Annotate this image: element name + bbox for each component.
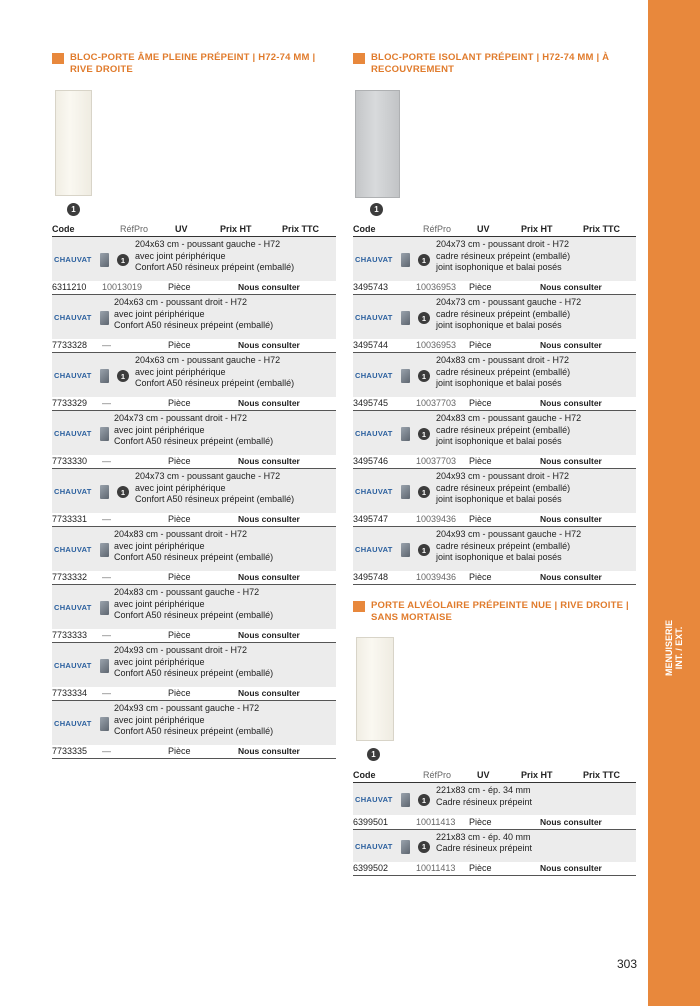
description-line: Confort A50 résineux prépeint (emballé) [135,262,295,272]
cell-ref: 10036953 [416,282,457,292]
description-line: avec joint périphérique [114,656,205,667]
brand-logo-text: CHAUVAT [54,661,92,670]
description-line: cadre résineux prépeint (emballé) [436,250,571,261]
brand-logo [54,311,108,325]
product-number-badge: 1 [418,544,430,556]
cell-code: 7733332 [52,572,88,582]
product-number-badge: 1 [117,254,129,266]
cell-uv: Pièce [469,863,492,873]
column-header-ht: Prix HT [521,224,553,234]
description-line: 221x83 cm - ép. 40 mm [436,831,531,842]
brand-logo-mark [401,840,410,854]
description-line: 221x83 cm - ép. 34 mm [436,785,531,795]
product-description [114,645,273,680]
brand-logo-mark [100,601,109,615]
cell-code: 7733335 [52,746,88,756]
row-values [52,456,336,467]
product-number-badge: 1 [418,254,430,266]
table-row [52,701,336,759]
brand-logo-mark [100,427,109,441]
row-values [353,817,636,828]
row-values [52,282,336,293]
cell-price: Nous consulter [238,630,300,640]
brand-logo-text: CHAUVAT [54,313,92,322]
brand-logo-text: CHAUVAT [355,841,393,851]
cell-ref: — [102,630,111,640]
brand-logo [355,427,409,441]
description-line: 204x73 cm - poussant droit - H72 [436,239,570,249]
description-line: 204x73 cm - poussant droit - H72 [114,413,248,423]
table-row [353,527,636,585]
product-description [436,529,581,564]
column-header-uv: UV [175,224,188,234]
description-line: joint isophonique et balai posés [436,320,562,330]
description-line: joint isophonique et balai posés [436,552,562,562]
product-description [436,413,581,448]
brand-logo [355,369,409,383]
description-line: avec joint périphérique [135,250,226,261]
description-line: Confort A50 résineux prépeint (emballé) [114,320,274,330]
description-line: 204x73 cm - poussant gauche - H72 [135,471,281,481]
table-row [353,830,636,877]
brand-logo-text: CHAUVAT [54,429,92,438]
column-header-uv: UV [477,770,490,780]
description-line: avec joint périphérique [114,540,205,551]
description-line: joint isophonique et balai posés [436,436,562,446]
cell-uv: Pièce [168,456,191,466]
brand-logo-text: CHAUVAT [54,545,92,554]
column-header-ttc: Prix TTC [583,224,621,234]
cell-uv: Pièce [469,816,492,827]
cell-code: 7733328 [52,340,88,350]
cell-ref: 10037703 [416,398,457,408]
description-line: avec joint périphérique [114,598,205,609]
brand-logo-mark [100,253,109,267]
table-row [52,469,336,527]
side-category-tab [648,0,700,1006]
brand-logo-mark [401,793,410,807]
cell-code: 7733330 [52,456,88,466]
cell-ref: — [102,398,111,408]
description-line: 204x93 cm - poussant gauche - H72 [114,703,260,713]
brand-logo [54,717,108,731]
column-header-uv: UV [477,224,490,234]
row-values [353,340,636,351]
cell-uv: Pièce [168,282,191,292]
cell-uv: Pièce [469,282,492,292]
brand-logo [355,485,409,499]
row-values [52,688,336,699]
brand-logo [355,793,409,807]
cell-ref: — [102,688,111,698]
cell-price: Nous consulter [540,863,602,873]
side-category-label: MENUISERIE INT. / EXT. [664,619,684,677]
description-line: 204x73 cm - poussant gauche - H72 [436,297,582,307]
cell-code: 7733334 [52,688,88,698]
product-number-badge: 1 [418,312,430,324]
description-line: avec joint périphérique [135,366,226,377]
description-line: 204x63 cm - poussant gauche - H72 [135,355,281,365]
cell-price: Nous consulter [540,282,602,292]
column-header-code: Code [353,770,376,780]
row-values [353,398,636,409]
cell-code: 3495747 [353,514,389,524]
product-description [114,297,273,332]
column-header-ht: Prix HT [521,770,553,780]
brand-logo [54,659,108,673]
cell-uv: Pièce [168,746,191,756]
product-number-badge: 1 [418,486,430,498]
table-row [52,237,336,295]
description-line: Confort A50 résineux prépeint (emballé) [114,726,274,736]
description-line: cadre résineux prépeint (emballé) [436,366,571,377]
table-header [52,223,336,237]
description-line: 204x83 cm - poussant droit - H72 [114,529,248,539]
product-description [114,529,273,564]
cell-price: Nous consulter [540,572,602,582]
cell-ref: 10039436 [416,514,457,524]
cell-price: Nous consulter [540,514,602,524]
cell-code: 7733331 [52,514,88,524]
row-values [52,340,336,351]
row-values [52,630,336,641]
description-line: 204x93 cm - poussant gauche - H72 [436,529,582,539]
product-number-badge: 1 [367,748,380,761]
cell-ref: 10011413 [416,816,456,827]
cell-ref: — [102,572,111,582]
brand-logo-mark [100,543,109,557]
cell-code: 3495744 [353,340,389,350]
cell-price: Nous consulter [540,456,602,466]
cell-ref: 10011413 [416,863,456,873]
brand-logo-text: CHAUVAT [355,313,393,322]
table-row [52,527,336,585]
description-line: 204x63 cm - poussant gauche - H72 [135,239,281,249]
brand-logo-mark [100,659,109,673]
description-line: 204x83 cm - poussant droit - H72 [436,355,570,365]
cell-price: Nous consulter [238,282,300,292]
table-row [353,469,636,527]
description-line: Cadre résineux prépeint [436,796,533,807]
row-values [52,398,336,409]
column-header-ttc: Prix TTC [282,224,320,234]
cell-code: 7733333 [52,630,88,640]
description-line: cadre résineux prépeint (emballé) [436,308,571,319]
product-number-badge: 1 [117,486,129,498]
brand-logo-text: CHAUVAT [355,487,393,496]
cell-uv: Pièce [168,514,191,524]
description-line: 204x93 cm - poussant droit - H72 [436,471,570,481]
cell-code: 3495746 [353,456,389,466]
table-row [52,353,336,411]
column-header-code: Code [353,224,376,234]
cell-code: 6399502 [353,863,389,873]
table-row [52,585,336,643]
product-number-badge: 1 [418,794,430,806]
cell-price: Nous consulter [238,398,300,408]
cell-uv: Pièce [469,340,492,350]
cell-ref: — [102,746,111,756]
row-values [353,282,636,293]
table-header [353,769,636,783]
product-description [135,239,294,274]
table-row [353,783,636,830]
brand-logo-text: CHAUVAT [355,255,393,264]
brand-logo-mark [100,717,109,731]
row-values [353,514,636,525]
product-description [135,471,294,506]
row-values [52,514,336,525]
cell-uv: Pièce [168,572,191,582]
product-description [436,297,581,332]
product-table-ame-pleine [52,223,336,759]
section-title-alveolaire: PORTE ALVÉOLAIRE PRÉPEINTE NUE | RIVE DROITE | SANS MORTAISE [353,600,638,624]
table-header [353,223,636,237]
column-header-ref: RéfPro [423,224,452,234]
door-image-ame-pleine [55,90,92,196]
product-description [114,703,273,738]
description-line: cadre résineux prépeint (emballé) [436,540,571,551]
product-description [114,413,273,448]
cell-ref: 10013019 [102,282,143,292]
cell-uv: Pièce [168,398,191,408]
brand-logo-mark [100,311,109,325]
cell-price: Nous consulter [238,340,300,350]
brand-logo [54,427,108,441]
cell-code: 3495743 [353,282,389,292]
product-description [114,587,273,622]
page-number: 303 [617,957,638,971]
brand-logo [54,601,108,615]
cell-price: Nous consulter [238,746,300,756]
product-description [436,355,570,390]
column-header-ht: Prix HT [220,224,252,234]
product-description [436,239,570,274]
cell-uv: Pièce [469,514,492,524]
description-line: cadre résineux prépeint (emballé) [436,424,571,435]
brand-logo-text: CHAUVAT [54,719,92,728]
product-number-badge: 1 [418,841,430,853]
description-line: 204x63 cm - poussant droit - H72 [114,297,248,307]
cell-uv: Pièce [168,630,191,640]
brand-logo-text: CHAUVAT [355,429,393,438]
cell-price: Nous consulter [540,816,602,827]
description-line: avec joint périphérique [114,714,205,725]
door-image-isolant [355,90,400,198]
brand-logo-mark [401,543,410,557]
product-description [135,355,294,390]
brand-logo-mark [401,427,410,441]
brand-logo-mark [401,253,410,267]
description-line: joint isophonique et balai posés [436,494,562,504]
description-line: Confort A50 résineux prépeint (emballé) [114,436,274,446]
column-header-ttc: Prix TTC [583,770,621,780]
brand-logo [355,311,409,325]
description-line: 204x83 cm - poussant gauche - H72 [114,587,260,597]
cell-ref: — [102,456,111,466]
brand-logo-mark [401,369,410,383]
brand-logo-mark [100,485,109,499]
description-line: joint isophonique et balai posés [436,262,562,272]
row-values [353,456,636,467]
cell-ref: 10037703 [416,456,457,466]
product-number-badge: 1 [418,370,430,382]
brand-logo [54,543,108,557]
row-values [52,746,336,757]
cell-price: Nous consulter [238,688,300,698]
cell-code: 7733329 [52,398,88,408]
brand-logo-text: CHAUVAT [54,603,92,612]
column-header-ref: RéfPro [423,770,452,780]
description-line: avec joint périphérique [135,482,226,493]
description-line: Confort A50 résineux prépeint (emballé) [135,494,295,504]
cell-ref: 10036953 [416,340,457,350]
brand-logo [355,840,409,854]
description-line: avec joint périphérique [114,424,205,435]
brand-logo [355,253,409,267]
column-header-ref: RéfPro [120,224,149,234]
cell-uv: Pièce [168,340,191,350]
cell-ref: — [102,514,111,524]
cell-price: Nous consulter [238,514,300,524]
brand-logo-text: CHAUVAT [54,255,92,264]
table-row [353,353,636,411]
row-values [52,572,336,583]
description-line: 204x83 cm - poussant gauche - H72 [436,413,582,423]
cell-price: Nous consulter [540,340,602,350]
brand-logo [355,543,409,557]
brand-logo-text: CHAUVAT [355,795,393,804]
cell-price: Nous consulter [238,456,300,466]
description-line: Cadre résineux prépeint [436,843,533,853]
table-row [353,237,636,295]
section-title-isolant: BLOC-PORTE ISOLANT PRÉPEINT | H72-74 MM | À RECOUVREMENT [353,52,638,76]
product-description [436,471,570,506]
description-line: Confort A50 résineux prépeint (emballé) [114,552,274,562]
row-values [353,863,636,874]
product-number-badge: 1 [418,428,430,440]
cell-code: 3495745 [353,398,389,408]
table-row [52,411,336,469]
brand-logo-text: CHAUVAT [355,371,393,380]
description-line: avec joint périphérique [114,308,205,319]
cell-uv: Pièce [168,688,191,698]
brand-logo-text: CHAUVAT [355,545,393,554]
product-description [436,785,532,808]
brand-logo-mark [100,369,109,383]
cell-ref: — [102,340,111,350]
description-line: Confort A50 résineux prépeint (emballé) [114,610,274,620]
cell-code: 6311210 [52,282,87,292]
cell-price: Nous consulter [540,398,602,408]
brand-logo-text: CHAUVAT [54,371,92,380]
description-line: 204x93 cm - poussant droit - H72 [114,645,248,655]
brand-logo [54,253,108,267]
brand-logo-mark [401,311,410,325]
column-header-code: Code [52,224,75,234]
cell-code: 3495748 [353,572,389,582]
table-row [52,643,336,701]
description-line: joint isophonique et balai posés [436,378,562,388]
product-number-badge: 1 [67,203,80,216]
cell-code: 6399501 [353,816,389,827]
table-row [52,295,336,353]
door-image-alveolaire [356,637,394,741]
product-number-badge: 1 [370,203,383,216]
product-table-isolant [353,223,636,585]
cell-uv: Pièce [469,572,492,582]
cell-price: Nous consulter [238,572,300,582]
product-table-alveolaire [353,769,636,876]
cell-uv: Pièce [469,398,492,408]
cell-ref: 10039436 [416,572,457,582]
table-row [353,411,636,469]
description-line: cadre résineux prépeint (emballé) [436,482,571,493]
section-title-ame-pleine: BLOC-PORTE ÂME PLEINE PRÉPEINT | H72-74 MM | RIVE DROITE [52,52,337,76]
table-row [353,295,636,353]
product-number-badge: 1 [117,370,129,382]
description-line: Confort A50 résineux prépeint (emballé) [135,378,295,388]
cell-uv: Pièce [469,456,492,466]
brand-logo-text: CHAUVAT [54,487,92,496]
brand-logo-mark [401,485,410,499]
description-line: Confort A50 résineux prépeint (emballé) [114,668,274,678]
brand-logo [54,369,108,383]
brand-logo [54,485,108,499]
product-description [436,832,532,855]
row-values [353,572,636,583]
